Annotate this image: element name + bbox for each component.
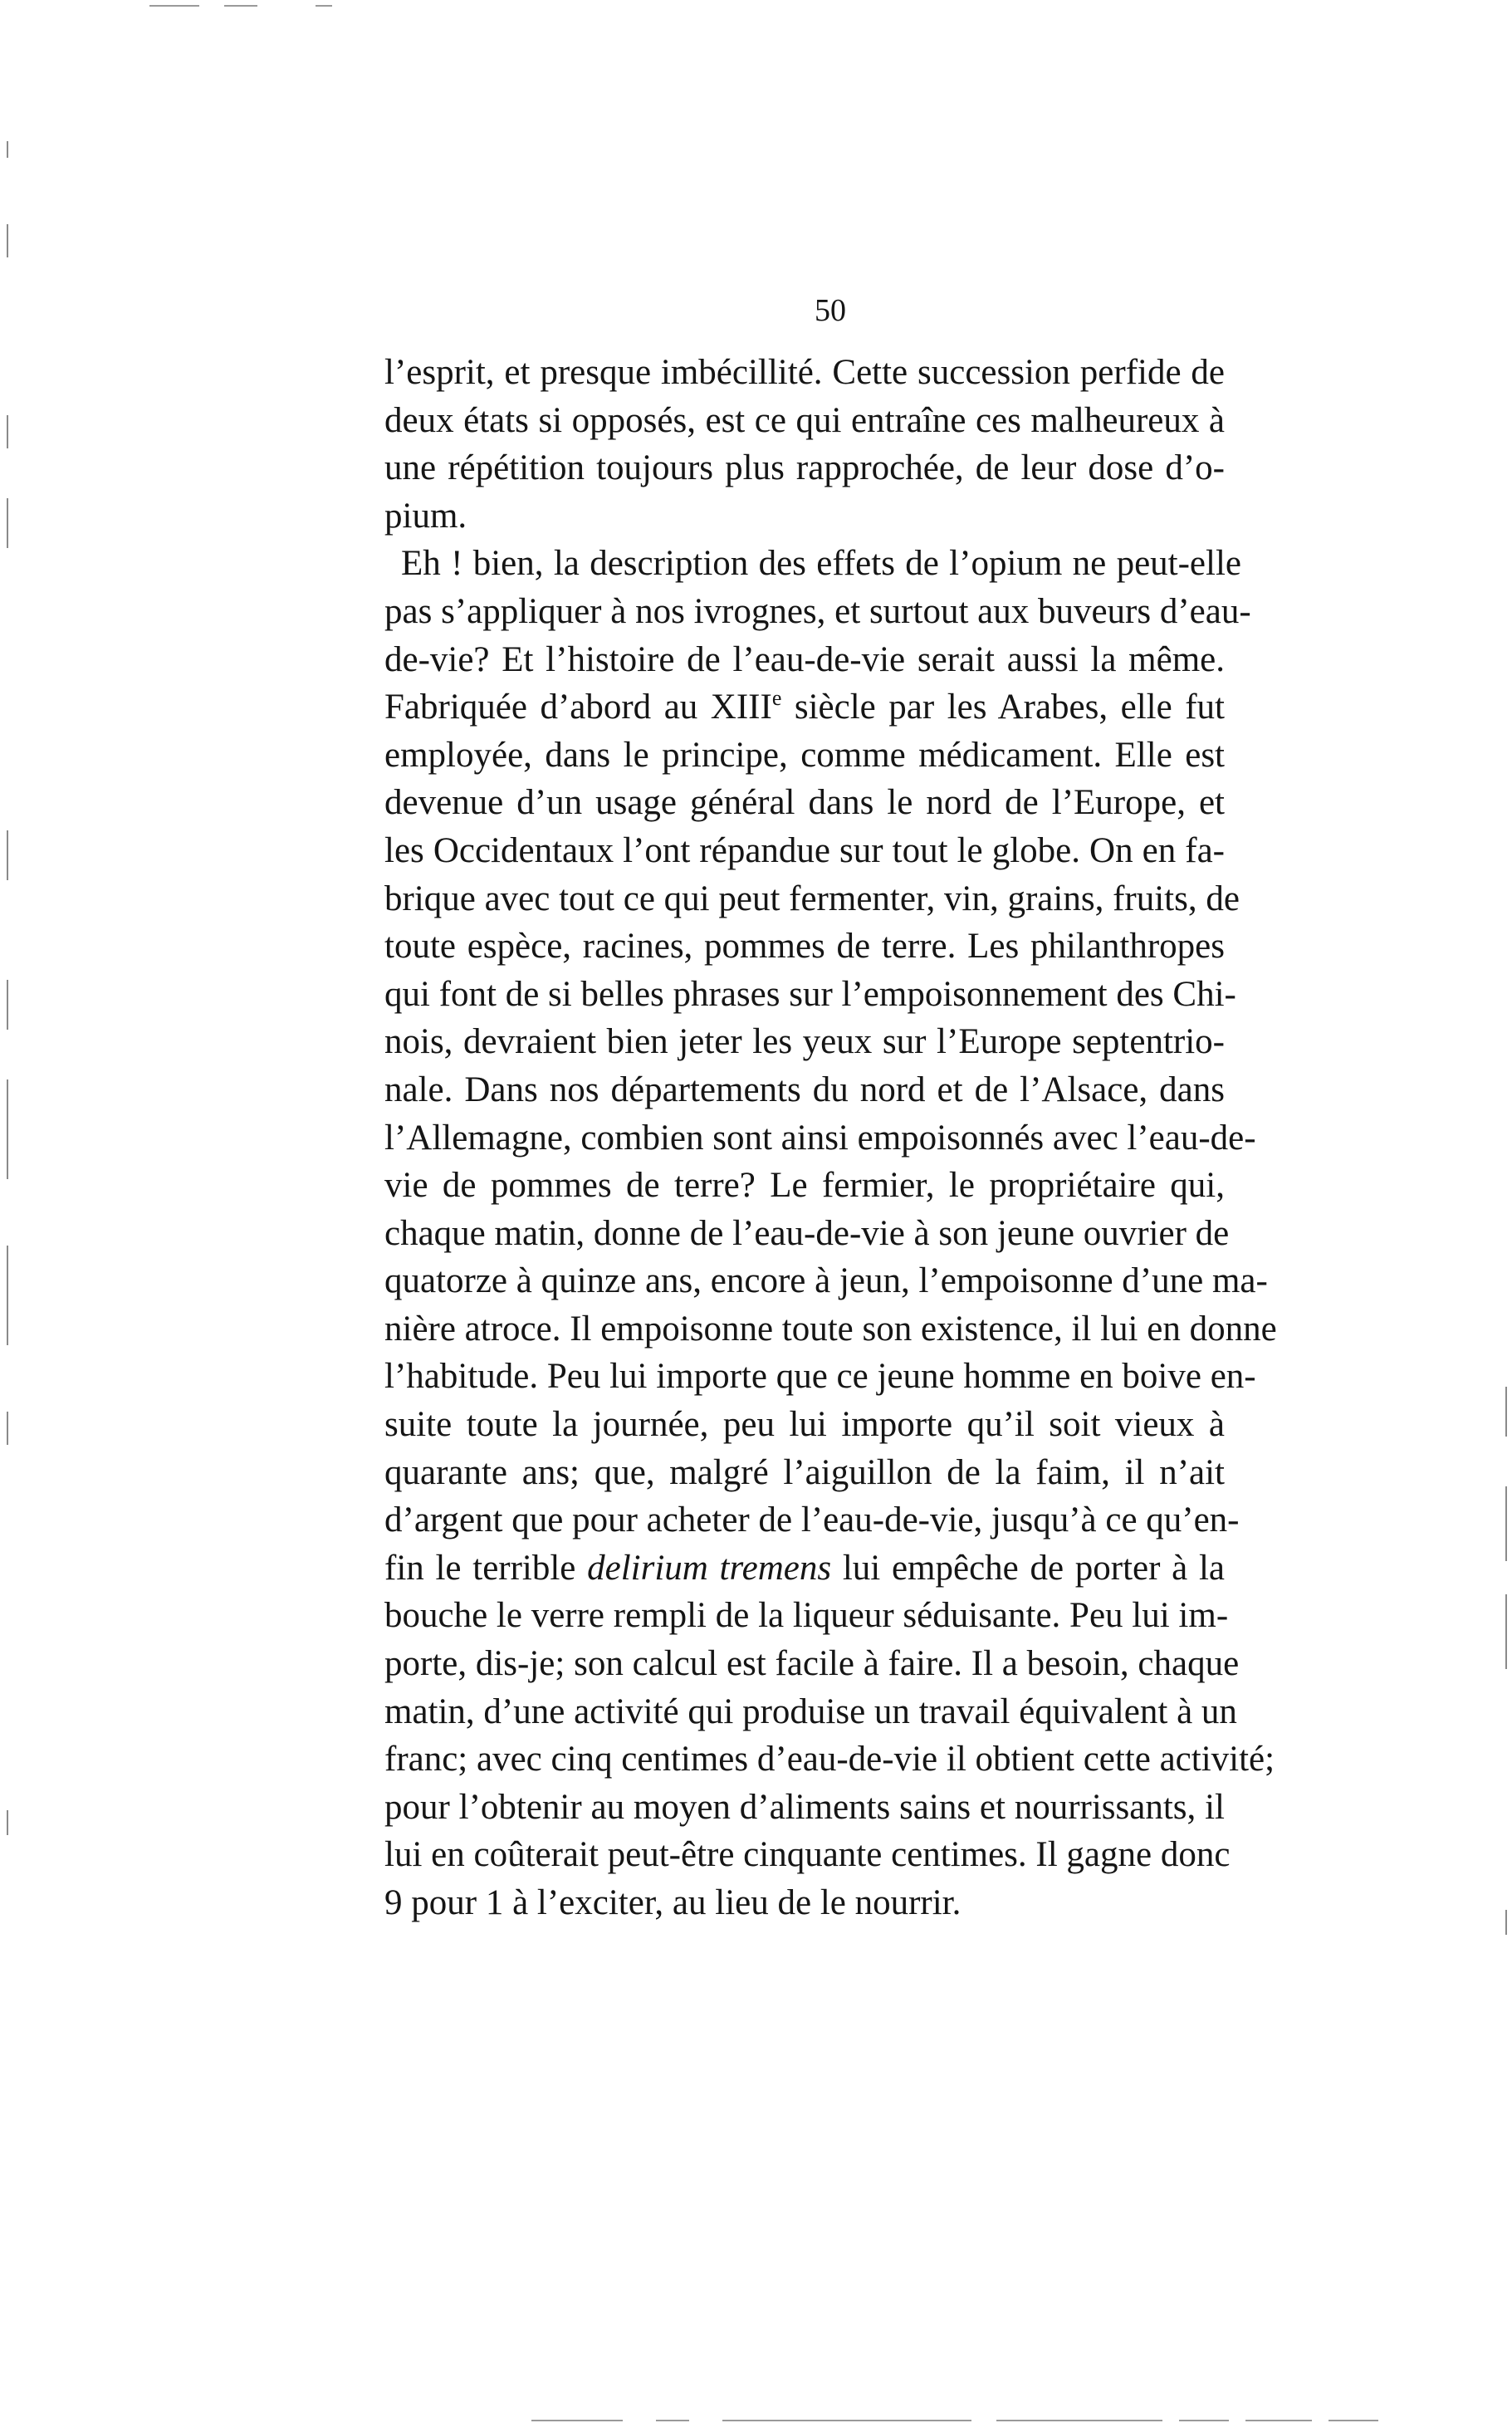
text-line: nale. Dans nos départements du nord et de l’Alsace, dans xyxy=(384,1070,1225,1109)
scan-bottom-rule xyxy=(996,2420,1162,2421)
text-line: les Occidentaux l’ont répandue sur tout le globe. On en fa- xyxy=(384,830,1225,870)
text-line: devenue d’un usage général dans le nord de l’Europe, et xyxy=(384,783,1225,823)
scan-edge-mark xyxy=(7,1246,8,1345)
text-line: porte, dis-je; son calcul est facile à faire. Il a besoin, chaque xyxy=(384,1644,1240,1684)
text-line: quarante ans; que, malgré l’aiguillon de la faim, il n’ait xyxy=(384,1452,1225,1492)
italic-phrase: delirium tremens xyxy=(587,1548,832,1588)
scan-bottom-rule xyxy=(149,5,199,7)
scan-edge-mark xyxy=(1505,1486,1507,1561)
scan-bottom-rule xyxy=(656,2420,689,2421)
scan-bottom-rule xyxy=(531,2420,623,2421)
scan-edge-mark xyxy=(7,224,8,257)
text-line: bouche le verre rempli de la liqueur séduisante. Peu lui im- xyxy=(384,1596,1229,1636)
text-line: nois, devraient bien jeter les yeux sur l’Europe septentrio- xyxy=(384,1022,1225,1062)
text-line: matin, d’une activité qui produise un travail équivalent à un xyxy=(384,1691,1237,1731)
text-line: pium. xyxy=(384,496,467,536)
text-line: employée, dans le principe, comme médicament. Elle est xyxy=(384,735,1225,775)
text-line: chaque matin, donne de l’eau-de-vie à son jeune ouvrier de xyxy=(384,1213,1230,1253)
text-line: une répétition toujours plus rapprochée, de leur dose d’o- xyxy=(384,448,1225,488)
text-segment: siècle par les Arabes, elle fut xyxy=(781,688,1225,727)
scan-edge-mark xyxy=(1505,1387,1507,1437)
scan-bottom-rule xyxy=(224,5,257,7)
scan-bottom-rule xyxy=(316,5,332,7)
scan-edge-mark xyxy=(7,498,8,548)
scan-edge-mark xyxy=(1505,1910,1507,1935)
scan-edge-mark xyxy=(7,980,8,1030)
text-line: lui en coûterait peut-être cinquante centimes. Il gagne donc xyxy=(384,1835,1231,1875)
text-line: pour l’obtenir au moyen d’aliments sains et nourrissants, il xyxy=(384,1787,1225,1827)
scan-edge-mark xyxy=(7,1810,8,1835)
text-line: pas s’appliquer à nos ivrognes, et surtout aux buveurs d’eau- xyxy=(384,591,1251,631)
text-line: l’Allemagne, combien sont ainsi empoisonnés avec l’eau-de- xyxy=(384,1118,1256,1158)
text-line: brique avec tout ce qui peut fermenter, vin, grains, fruits, de xyxy=(384,879,1240,918)
text-segment: fin le terrible xyxy=(384,1548,588,1588)
text-line xyxy=(384,1544,1225,1593)
text-line: l’esprit, et presque imbécillité. Cette succession perfide de xyxy=(384,353,1225,392)
scan-edge-mark xyxy=(7,415,8,448)
scan-bottom-rule xyxy=(722,2420,971,2421)
text-line: nière atroce. Il empoisonne toute son existence, il lui en donne xyxy=(384,1309,1277,1349)
text-line: vie de pommes de terre? Le fermier, le propriétaire qui, xyxy=(384,1166,1225,1206)
scan-edge-mark xyxy=(7,1412,8,1445)
scan-bottom-rule xyxy=(1329,2420,1378,2421)
text-line: Eh ! bien, la description des effets de l’opium ne peut-elle xyxy=(401,544,1241,584)
text-line: suite toute la journée, peu lui importe qu’il soit vieux à xyxy=(384,1405,1225,1445)
scan-edge-mark xyxy=(7,830,8,880)
text-segment: lui empêche de porter à la xyxy=(831,1548,1225,1588)
text-segment: Fabriquée d’abord au XIII xyxy=(384,688,772,727)
text-line: quatorze à quinze ans, encore à jeun, l’empoisonne d’une ma- xyxy=(384,1261,1268,1301)
page-number: 50 xyxy=(815,293,846,328)
text-line: franc; avec cinq centimes d’eau-de-vie il obtient cette activité; xyxy=(384,1740,1275,1779)
text-line: toute espèce, racines, pommes de terre. Les philanthropes xyxy=(384,927,1225,967)
scan-edge-mark xyxy=(7,141,8,158)
scan-bottom-rule xyxy=(1179,2420,1229,2421)
text-line: d’argent que pour acheter de l’eau-de-vie, jusqu’à ce qu’en- xyxy=(384,1500,1240,1540)
superscript: e xyxy=(771,686,782,711)
scan-edge-mark xyxy=(7,1079,8,1179)
text-line: qui font de si belles phrases sur l’empoisonnement des Chi- xyxy=(384,974,1236,1014)
text-line: deux états si opposés, est ce qui entraîne ces malheureux à xyxy=(384,400,1225,440)
body-text xyxy=(384,349,1298,1927)
text-line xyxy=(384,683,1225,732)
text-line: l’habitude. Peu lui importe que ce jeune homme en boive en- xyxy=(384,1357,1256,1397)
scan-edge-mark xyxy=(1505,1594,1507,1669)
text-line: 9 pour 1 à l’exciter, au lieu de le nourrir. xyxy=(384,1883,962,1922)
scan-bottom-rule xyxy=(1245,2420,1312,2421)
text-line: de-vie? Et l’histoire de l’eau-de-vie serait aussi la même. xyxy=(384,639,1225,679)
